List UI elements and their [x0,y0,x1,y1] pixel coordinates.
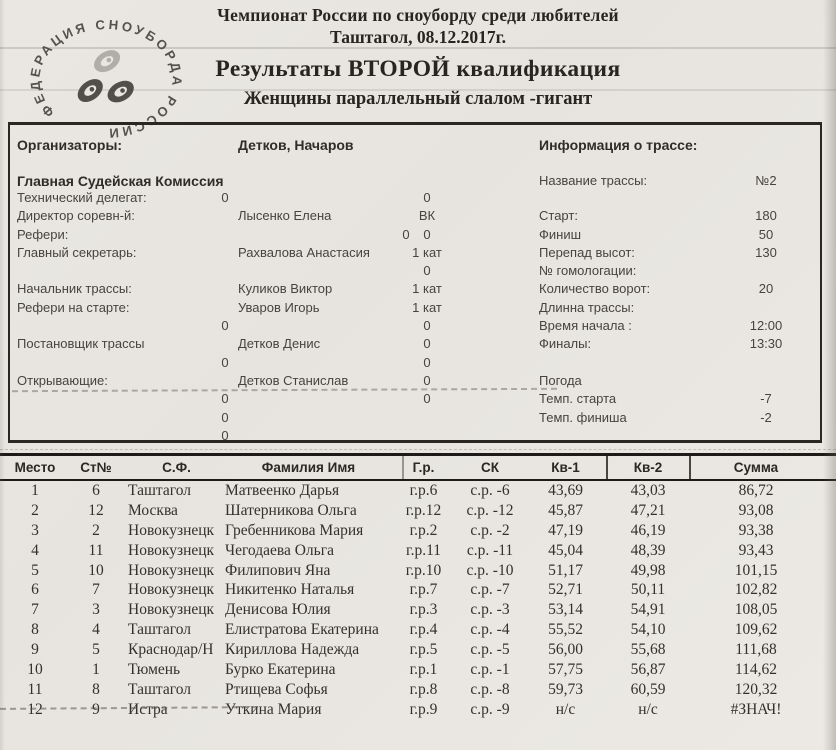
info-row-course-label: Перепад высот: [539,244,635,260]
info-row-label: Директор соревн-й: [17,208,135,224]
cell-bib: 5 [92,641,100,659]
cell-qual2: н/с [638,700,658,718]
cell-qual2: 47,21 [630,501,666,519]
cell-place: 8 [31,621,39,639]
info-row-course-value: -7 [760,391,772,407]
cell-year: г.р.6 [409,482,438,499]
col-header-bib: Ст№ [80,460,112,475]
cell-name: Кириллова Надежда [225,641,360,659]
cell-qual1: 43,69 [548,482,583,499]
cell-sk: с.р. -12 [466,501,514,519]
cell-qual2: 54,91 [630,601,666,619]
cell-year: г.р.12 [405,501,442,519]
info-row-course-label: Время начала : [539,318,632,334]
cell-sk: с.р. -11 [466,541,514,559]
col-header-region: С.Ф. [162,460,191,475]
info-row-course-value: 20 [758,281,774,297]
cell-qual2: 46,19 [630,521,666,539]
cell-total: 93,43 [738,541,774,559]
info-row-zero: 0 [221,190,229,205]
cell-region: Москва [128,501,178,519]
cell-name: Филипович Яна [225,561,331,579]
header-divider [689,456,691,479]
cell-sk: с.р. -1 [470,661,510,679]
cell-qual1: 47,19 [548,521,583,539]
cell-place: 5 [31,561,39,579]
cell-qual2: 55,68 [630,641,666,659]
cell-bib: 6 [92,482,100,499]
cell-qual1: 57,75 [548,661,583,679]
col-header-q1: Кв-1 [551,460,580,475]
info-row-category: 0 [423,190,431,205]
info-row-course-value: 12:00 [749,318,783,334]
info-row [10,244,820,262]
info-row-name: Детков Станислав [238,372,349,388]
info-row [10,409,820,427]
info-row-course-label: № гомологации: [539,263,637,279]
table-row [0,501,836,521]
cell-place: 11 [27,680,43,698]
col-header-total: Сумма [733,460,779,475]
cell-region: Новокузнецк [128,581,215,599]
table-row [0,600,836,620]
info-row-category: 1 кат [412,281,442,297]
info-row [10,299,820,317]
event-title: Женщины параллельный слалом -гигант [243,89,593,109]
info-row-category: 0 [423,354,431,370]
stamp-ring-text: ФЕДЕРАЦИЯ СНОУБОРДА РОССИИ [27,16,185,142]
cell-name: Бурко Екатерина [225,661,336,679]
cell-year: г.р.1 [409,661,438,679]
col-header-place: Место [14,460,56,475]
cell-total: 109,62 [734,621,778,639]
cell-name: Ртищева Софья [225,680,328,698]
info-row-category: ВК [418,208,436,224]
info-row-zero: 0 [221,409,229,425]
cell-qual1: 45,04 [548,541,583,559]
organizers-row [10,137,820,155]
info-row [10,226,820,244]
cell-year: г.р.11 [405,541,442,559]
cell-qual2: 43,03 [630,482,666,499]
info-row-course-label: Финалы: [539,336,592,352]
organizers-value: Детков, Начаров [238,137,354,153]
results-table-header [0,453,836,481]
cell-name: Матвеенко Дарья [225,482,340,499]
cell-name: Никитенко Наталья [225,581,355,599]
course-info-panel [8,122,822,443]
info-row-course-label: Количество ворот: [539,281,651,297]
cell-bib: 1 [92,661,100,679]
info-row [10,280,820,298]
cell-region: Таштагол [128,621,191,639]
info-row-course-value: 180 [755,208,777,224]
cell-region: Краснодар/Н [128,641,214,659]
cell-name: Денисова Юлия [225,601,331,619]
info-row [10,390,820,408]
cell-sk: с.р. -2 [470,521,510,539]
cell-total: 93,38 [738,521,774,539]
info-row-zero: 0 [221,354,229,370]
cell-region: Тюмень [128,661,181,679]
cell-sk: с.р. -8 [470,680,510,698]
info-row-category: 0 [423,336,431,352]
cell-region: Новокузнецк [128,601,215,619]
cell-region: Новокузнецк [128,561,215,579]
cell-qual2: 50,11 [630,581,666,599]
table-row [0,521,836,541]
cell-place: 7 [31,601,39,619]
organizers-label: Организаторы: [17,137,123,153]
cell-bib: 7 [92,581,100,599]
table-row [0,700,836,720]
info-row-course-value: -2 [760,409,772,425]
info-row [10,189,820,207]
info-row-extra: 0 [402,226,410,242]
cell-region: Новокузнецк [128,521,215,539]
cell-total: 86,72 [738,482,774,499]
cell-bib: 11 [88,541,104,559]
info-row-label: Начальник трассы: [17,281,132,297]
cell-qual2: 60,59 [630,680,666,698]
cell-qual1: 51,17 [548,561,583,579]
cell-bib: 9 [92,700,100,718]
cell-year: г.р.9 [409,700,438,718]
info-row-category: 1 кат [412,299,442,315]
cell-name: Чегодаева Ольга [225,541,334,559]
cell-total: 102,82 [734,581,778,599]
cell-year: г.р.3 [409,601,438,619]
cell-place: 2 [31,501,39,519]
cell-sk: с.р. -3 [470,601,510,619]
info-row-name: Куликов Виктор [238,281,333,297]
cell-sk: с.р. -7 [470,581,510,599]
location-date: Таштагол, 08.12.2017г. [329,27,507,47]
results-table-body [0,481,836,720]
info-row-category: 0 [423,263,431,279]
results-title: Результаты ВТОРОЙ квалификация [215,56,621,82]
info-row [10,335,820,353]
info-row [10,207,820,225]
info-row-course-label: Темп. старта [539,391,617,407]
col-header-name: Фамилия Имя [261,460,356,475]
cell-qual1: 56,00 [548,641,583,659]
cell-year: г.р.5 [409,641,438,659]
cell-region: Таштагол [128,482,191,499]
cell-qual1: 52,71 [548,581,583,599]
cell-total: 120,32 [734,680,778,698]
cell-place: 6 [31,581,39,599]
info-row-category: 0 [423,226,431,242]
info-row-label: Постановщик трассы [17,336,145,352]
cell-qual1: 45,87 [548,501,583,519]
course-name-value: №2 [755,173,777,188]
info-row-label: Технический делегат: [17,190,147,205]
col-header-q2: Кв-2 [633,460,663,475]
cell-sk: с.р. -9 [470,700,510,718]
cell-year: г.р.2 [409,521,438,539]
jury-label: Главная Судейская Комиссия [17,173,224,189]
cell-year: г.р.7 [409,581,438,599]
table-row [0,680,836,700]
info-row-course-label: Длинна трассы: [539,299,635,315]
cell-total: 114,62 [734,661,778,679]
info-row [10,317,820,335]
info-row-course-label: Темп. финиша [539,409,627,425]
cell-qual1: 55,52 [548,621,583,639]
info-row-course-label: Погода [539,372,582,388]
cell-bib: 3 [92,601,100,619]
cell-total: 101,15 [734,561,778,579]
championship-title: Чемпионат России по сноуборду среди любителей [217,5,619,25]
cell-name: Гребенникова Мария [225,521,364,539]
info-row [10,262,820,280]
cell-bib: 12 [88,501,104,519]
info-row-category: 0 [423,372,431,388]
cell-qual2: 54,10 [630,621,666,639]
cell-sk: с.р. -5 [470,641,510,659]
cell-place: 1 [31,482,39,499]
cell-qual1: 59,73 [548,680,583,698]
info-row-name: Детков Денис [238,336,321,352]
info-row [10,427,820,445]
info-row-course-value: 13:30 [749,336,783,352]
cell-year: г.р.10 [405,561,442,579]
cell-region: Таштагол [128,680,191,698]
cell-region: Истра [128,700,168,718]
cell-bib: 4 [92,621,100,639]
info-row-course-value: 50 [758,226,774,242]
cell-qual2: 48,39 [630,541,666,559]
cell-bib: 10 [88,561,104,579]
cell-region: Новокузнецк [128,541,215,559]
cell-total: 111,68 [735,641,777,659]
cell-year: г.р.4 [409,621,438,639]
info-row-label: Рефери на старте: [17,299,130,315]
header-divider [402,456,404,479]
info-row-zero: 0 [221,427,229,443]
info-row-name: Уваров Игорь [238,299,320,315]
course-info-label: Информация о трассе: [539,137,698,153]
officials-list [10,189,820,445]
info-row-category: 0 [423,391,431,407]
table-row [0,541,836,561]
info-row-zero: 0 [221,318,229,334]
cell-bib: 8 [92,680,100,698]
cell-total: 108,05 [734,601,778,619]
cell-qual2: 49,98 [630,561,666,579]
info-row [10,354,820,372]
course-name-label: Название трассы: [539,173,648,188]
cell-name: Шатерникова Ольга [225,501,357,519]
cell-qual2: 56,87 [630,661,666,679]
table-row [0,561,836,581]
table-row [0,620,836,640]
info-row-label: Главный секретарь: [17,244,137,260]
table-row [0,580,836,600]
cell-name: Елистратова Екатерина [225,621,379,639]
info-row-course-label: Старт: [539,208,578,224]
cell-sk: с.р. -10 [466,561,514,579]
cell-place: 12 [27,700,43,718]
results-table [0,453,836,720]
cell-total: #ЗНАЧ! [730,700,782,718]
info-row-name: Рахвалова Анастасия [238,244,370,260]
cell-name: Уткина Мария [225,700,322,718]
info-row-label: Открывающие: [17,372,108,388]
col-header-sk: СК [481,460,499,475]
info-row-zero: 0 [221,391,229,407]
cell-sk: с.р. -6 [470,482,510,499]
table-row [0,660,836,680]
info-row-label: Рефери: [17,226,69,242]
cell-place: 4 [31,541,39,559]
cell-year: г.р.8 [409,680,438,698]
cell-sk: с.р. -4 [470,621,510,639]
cell-place: 3 [31,521,39,539]
cell-place: 10 [27,661,43,679]
cell-qual1: н/с [555,700,576,718]
info-row-category: 0 [423,318,431,334]
info-row-course-label: Финиш [539,226,582,242]
header-divider [606,456,608,479]
cell-place: 9 [31,641,39,659]
info-row-name: Лысенко Елена [238,208,332,224]
table-row [0,481,836,501]
info-row [10,372,820,390]
info-row-course-value: 130 [755,244,777,260]
cell-total: 93,08 [738,501,774,519]
cell-qual1: 53,14 [548,601,583,619]
table-row [0,640,836,660]
cell-bib: 2 [92,521,100,539]
info-row-category: 1 кат [412,244,442,260]
col-header-year: Г.р. [412,460,435,475]
